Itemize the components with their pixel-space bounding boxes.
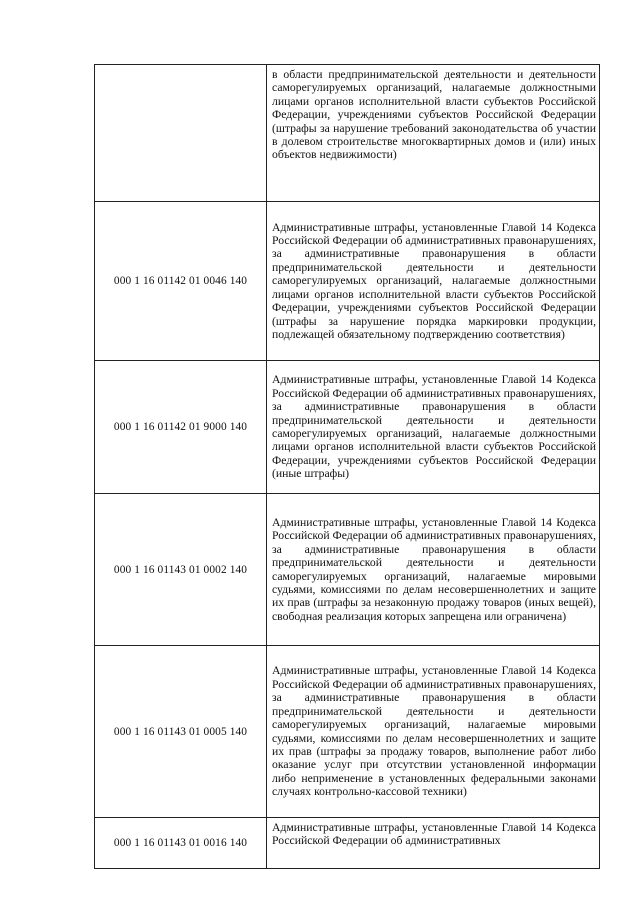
classification-code: [95, 65, 267, 202]
classification-description: Административные штрафы, установленные Главой 14 Кодекса Российской Федерации об административных правонарушениях, за административные правонарушения в области предпринимательской деятельности и деятельности саморегулируемых организаций, налагаемые должностными лицами органов исполнительной власти субъектов Российской Федерации, учреждениями субъектов Российской Федерации (штрафы за нарушение порядка маркировки продукции, подлежащей обязательному подтверждению соответствия): [267, 202, 600, 361]
budget-classification-table: [94, 64, 600, 869]
table-row: [95, 65, 600, 202]
classification-description: Административные штрафы, установленные Главой 14 Кодекса Российской Федерации об административных правонарушениях, за административные правонарушения в области предпринимательской деятельности и деятельности саморегулируемых организаций, налагаемые мировыми судьями, комиссиями по делам несовершеннолетних и защите их прав (штрафы за продажу товаров, выполнение работ либо оказание услуг при отсутствии установленной информации либо неприменение в установленных федеральными законами случаях контрольно-кассовой техники): [267, 646, 600, 818]
classification-code: 000 1 16 01143 01 0002 140: [95, 494, 267, 646]
classification-code: 000 1 16 01142 01 0046 140: [95, 202, 267, 361]
table-row: [95, 494, 600, 646]
classification-code: 000 1 16 01142 01 9000 140: [95, 361, 267, 494]
classification-code: 000 1 16 01143 01 0016 140: [95, 818, 267, 869]
table-row: [95, 202, 600, 361]
classification-description: Административные штрафы, установленные Главой 14 Кодекса Российской Федерации об административных правонарушениях, за административные правонарушения в области предпринимательской деятельности и деятельности саморегулируемых организаций, налагаемые мировыми судьями, комиссиями по делам несовершеннолетних и защите их прав (штрафы за незаконную продажу товаров (иных вещей), свободная реализация которых запрещена или ограничена): [267, 494, 600, 646]
classification-description: в области предпринимательской деятельности и деятельности саморегулируемых организаций, налагаемые должностными лицами органов исполнительной власти субъектов Российской Федерации, учреждениями субъектов Российской Федерации (штрафы за нарушение требований законодательства об участии в долевом строительстве многоквартирных домов и (или) иных объектов недвижимости): [267, 65, 600, 202]
classification-code: 000 1 16 01143 01 0005 140: [95, 646, 267, 818]
table-row: [95, 361, 600, 494]
classification-description: Административные штрафы, установленные Главой 14 Кодекса Российской Федерации об административных правонарушениях, за административные правонарушения в области предпринимательской деятельности и деятельности саморегулируемых организаций, налагаемые должностными лицами органов исполнительной власти субъектов Российской Федерации, учреждениями субъектов Российской Федерации (иные штрафы): [267, 361, 600, 494]
table-row: [95, 818, 600, 869]
classification-description: Административные штрафы, установленные Главой 14 Кодекса Российской Федерации об административных: [267, 818, 600, 869]
table-row: [95, 646, 600, 818]
